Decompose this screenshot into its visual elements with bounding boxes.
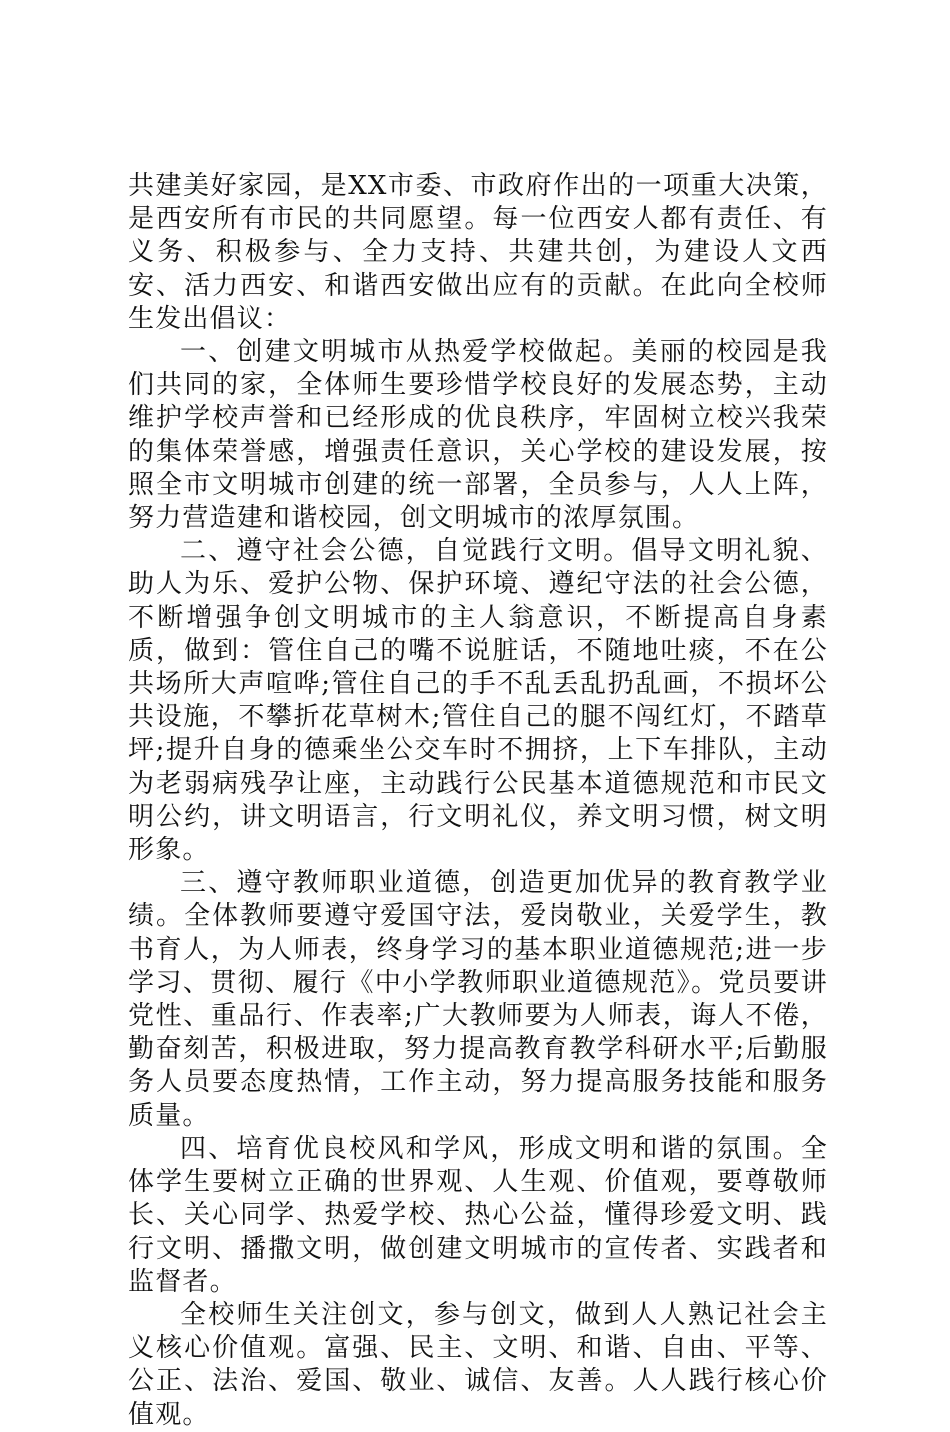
paragraph-point-three: 三、遵守教师职业道德，创造更加优异的教育教学业绩。全体教师要遵守爱国守法，爱岗敬业，关爱学生，教书育人，为人师表，终身学习的基本职业道德规范;进一步学习、贯彻、履行《中小学教师职业道德规范》。党员要讲党性、重品行、作表率;广大教师要为人师表，诲人不倦，勤奋刻苦，积极进取，努力提高教育教学科研水平;后勤服务人员要态度热情，工作主动，努力提高服务技能和服务质量。 bbox=[128, 868, 828, 1131]
paragraph-point-four: 四、培育优良校风和学风，形成文明和谐的氛围。全体学生要树立正确的世界观、人生观、价值观，要尊敬师长、关心同学、热爱学校、热心公益，懂得珍爱文明、践行文明、播撒文明，做创建文明城市的宣传者、实践者和监督者。 bbox=[128, 1133, 828, 1297]
paragraph-point-two: 二、遵守社会公德，自觉践行文明。倡导文明礼貌、助人为乐、爱护公物、保护环境、遵纪守法的社会公德，不断增强争创文明城市的主人翁意识，不断提高自身素质，做到：管住自己的嘴不说脏话，不随地吐痰，不在公共场所大声喧哗;管住自己的手不乱丢乱扔乱画，不损坏公共设施，不攀折花草树木;管住自己的腿不闯红灯，不踏草坪;提升自身的德乘坐公交车时不拥挤，上下车排队，主动为老弱病残孕让座，主动践行公民基本道德规范和市民文明公约，讲文明语言，行文明礼仪，养文明习惯，树文明形象。 bbox=[128, 536, 828, 866]
paragraph-point-one: 一、创建文明城市从热爱学校做起。美丽的校园是我们共同的家，全体师生要珍惜学校良好的发展态势，主动维护学校声誉和已经形成的优良秩序，牢固树立校兴我荣的集体荣誉感，增强责任意识，关心学校的建设发展，按照全市文明城市创建的统一部署，全员参与，人人上阵，努力营造建和谐校园，创文明城市的浓厚氛围。 bbox=[128, 337, 828, 534]
document-body bbox=[128, 170, 828, 1432]
paragraph-closing: 全校师生关注创文，参与创文，做到人人熟记社会主义核心价值观。富强、民主、文明、和谐、自由、平等、公正、法治、爱国、敬业、诚信、友善。人人践行核心价值观。 bbox=[128, 1299, 828, 1430]
paragraph-intro: 共建美好家园，是XX市委、市政府作出的一项重大决策，是西安所有市民的共同愿望。每一位西安人都有责任、有义务、积极参与、全力支持、共建共创，为建设人文西安、活力西安、和谐西安做出应有的贡献。在此向全校师生发出倡议： bbox=[128, 171, 828, 334]
